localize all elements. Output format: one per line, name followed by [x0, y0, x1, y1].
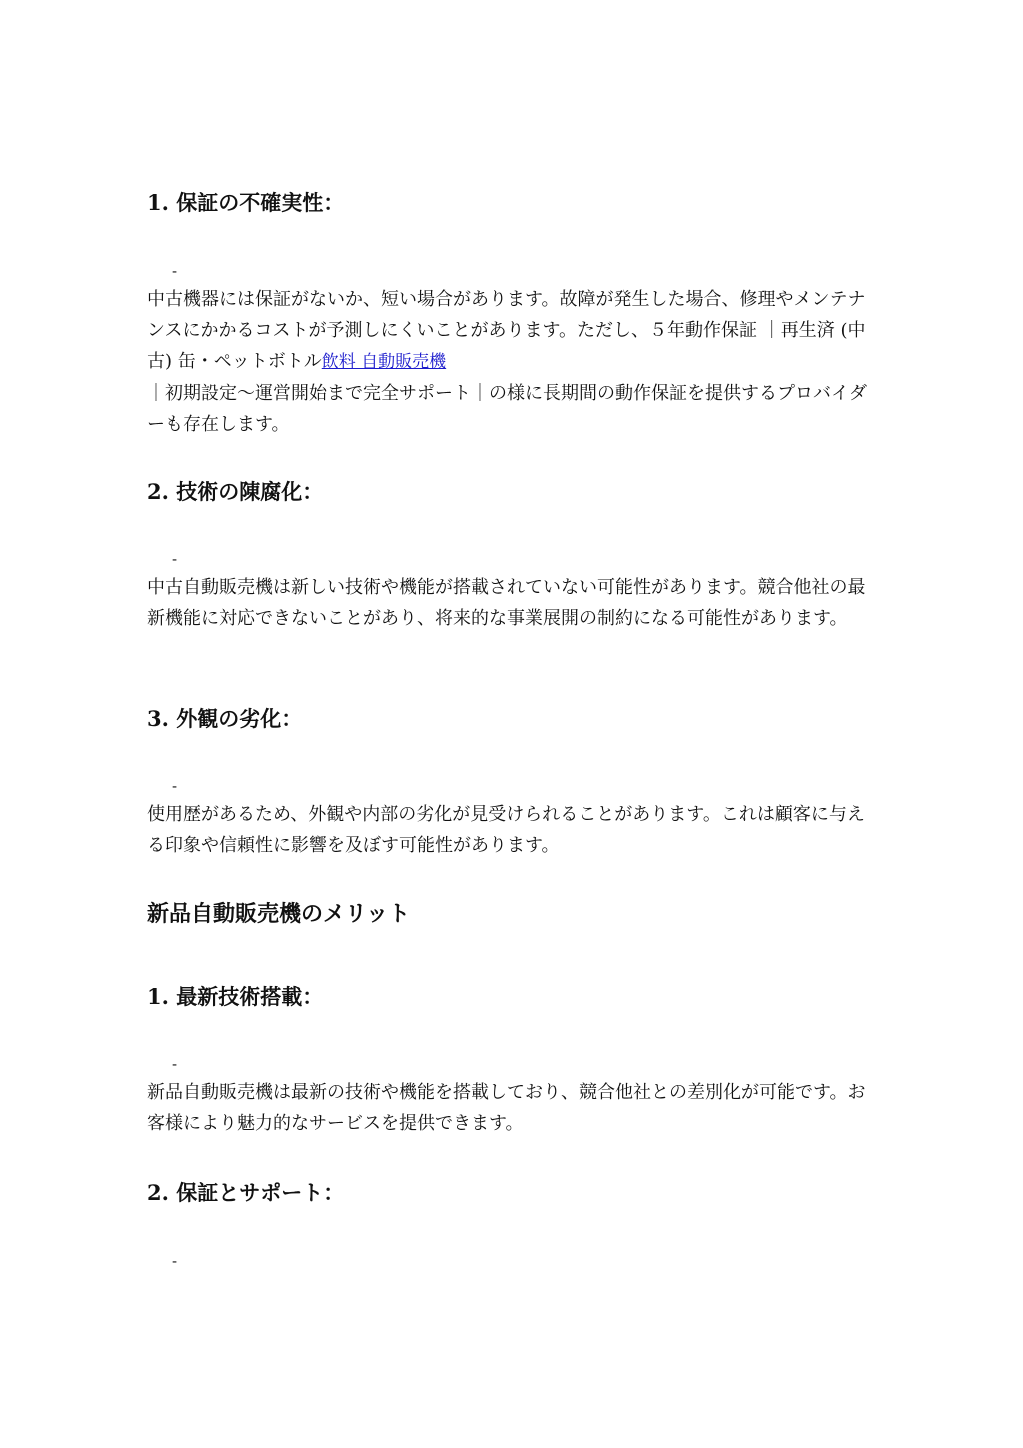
bullet-dash: - — [172, 1252, 178, 1270]
section-heading-warranty-uncertainty — [147, 188, 344, 218]
section-body-warranty-uncertainty — [147, 284, 875, 440]
bullet-dash: - — [172, 262, 178, 280]
section-heading-tech-obsolescence — [147, 477, 323, 507]
section-title: 技術の陳腐化： — [176, 479, 324, 504]
vending-machine-link[interactable]: 飲料 自動販売機 — [321, 352, 447, 372]
section-body-exterior-deterioration: 使用歴があるため、外観や内部の劣化が見受けられることがあります。これは顧客に与える印象や信頼性に影響を及ぼす可能性があります。 — [147, 804, 865, 856]
merit-heading-warranty-support — [147, 1178, 344, 1208]
section-title: 外観の劣化： — [176, 706, 303, 731]
bullet-dash: - — [172, 550, 178, 568]
section-number: 1. — [147, 190, 169, 215]
new-machine-merits-subtitle: 新品自動販売機のメリット — [147, 901, 411, 927]
body-text: 中古機器には保証がないか、短い場合があります。故障が発生した場合、修理やメンテナンスにかかるコストが予測しにくいことがあります。ただし、５年動作保証 ｜再生済 (中古) 缶・ペットボトル — [147, 289, 866, 372]
merit-body-latest-tech: 新品自動販売機は最新の技術や機能を搭載しており、競合他社との差別化が可能です。お客様により魅力的なサービスを提供できます。 — [147, 1082, 866, 1134]
bullet-dash: - — [172, 777, 178, 795]
section-body-tech-obsolescence: 中古自動販売機は新しい技術や機能が搭載されていない可能性があります。競合他社の最新機能に対応できないことがあり、将来的な事業展開の制約になる可能性があります。 — [147, 577, 866, 629]
bullet-dash: - — [172, 1055, 178, 1073]
section-title: 保証の不確実性： — [176, 190, 345, 215]
merit-number: 1. — [147, 984, 169, 1009]
merit-title: 保証とサポート： — [176, 1180, 345, 1205]
section-number: 2. — [147, 479, 169, 504]
merit-title: 最新技術搭載： — [176, 984, 324, 1009]
section-number: 3. — [147, 706, 169, 731]
merit-number: 2. — [147, 1180, 169, 1205]
body-text-continued: ｜初期設定〜運営開始まで完全サポート｜の様に長期間の動作保証を提供するプロバイダーも存在します。 — [147, 383, 867, 435]
merit-heading-latest-tech — [147, 982, 323, 1012]
section-heading-exterior-deterioration — [147, 704, 302, 734]
